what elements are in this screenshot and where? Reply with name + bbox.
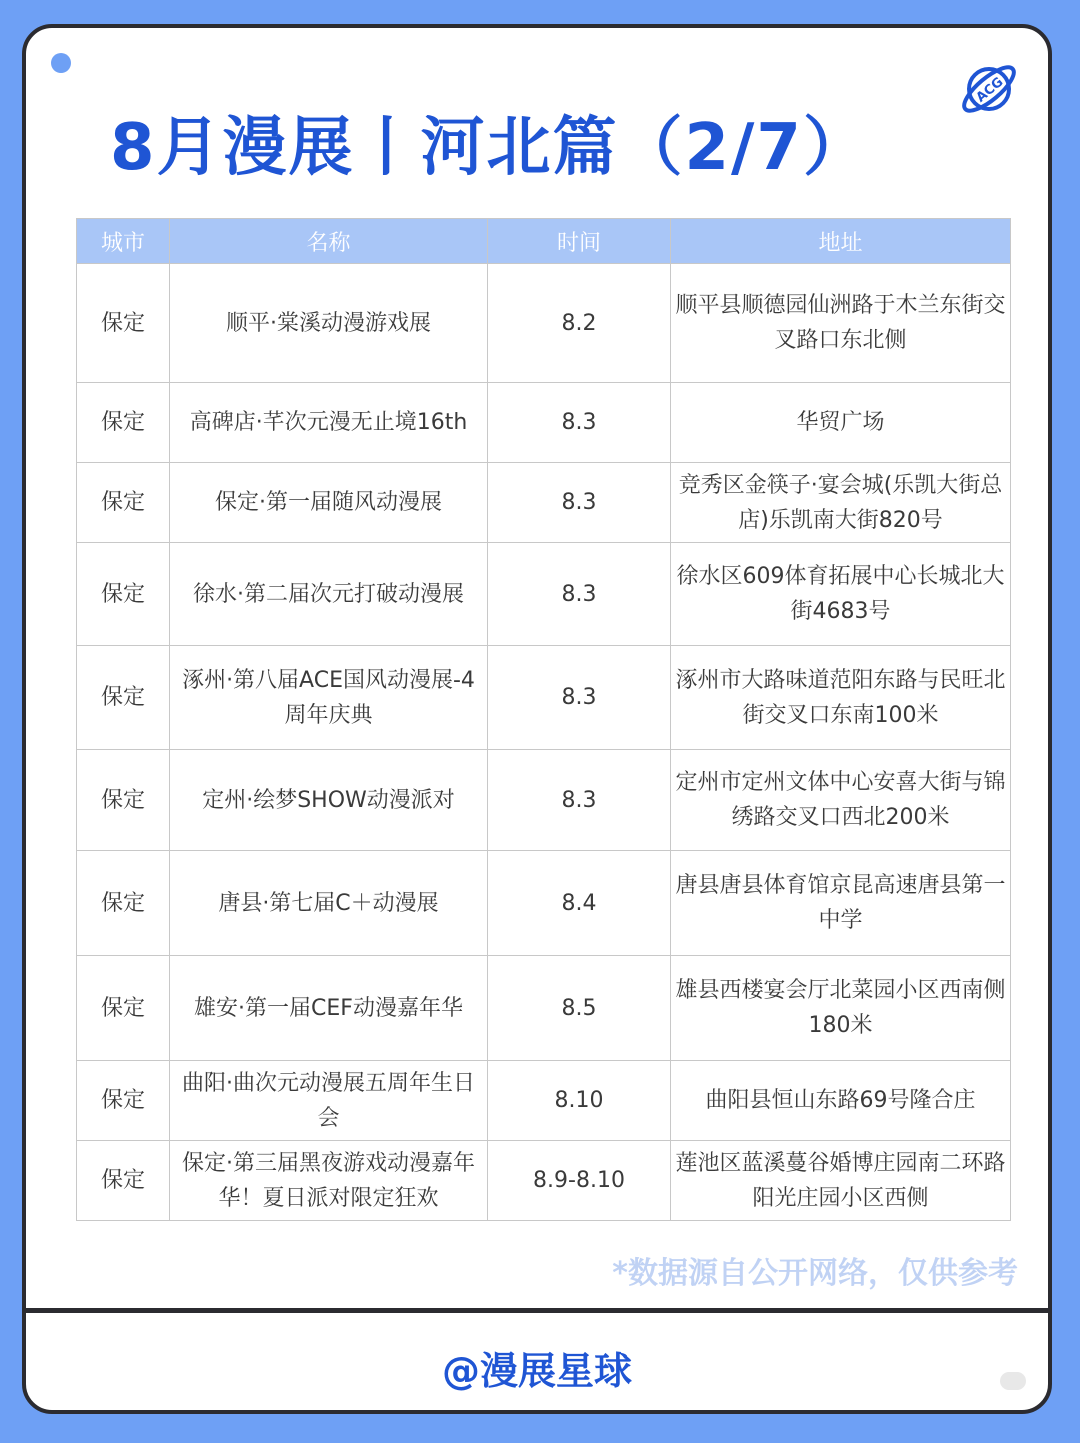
name-cell: 保定·第一届随风动漫展	[170, 463, 488, 543]
logo-text: ACG	[973, 74, 1007, 106]
table-row	[77, 646, 1011, 750]
city-cell: 保定	[77, 264, 170, 383]
date-cell: 8.10	[488, 1061, 671, 1141]
address-cell: 莲池区蓝溪蔓谷婚博庄园南二环路阳光庄园小区西侧	[671, 1141, 1011, 1221]
table-row	[77, 1061, 1011, 1141]
table-row	[77, 383, 1011, 463]
name-cell: 曲阳·曲次元动漫展五周年生日会	[170, 1061, 488, 1141]
date-cell: 8.5	[488, 956, 671, 1061]
address-cell: 徐水区609体育拓展中心长城北大街4683号	[671, 543, 1011, 646]
expo-table	[76, 218, 1011, 1221]
city-cell: 保定	[77, 646, 170, 750]
address-cell: 曲阳县恒山东路69号隆合庄	[671, 1061, 1011, 1141]
city-cell: 保定	[77, 851, 170, 956]
city-cell: 保定	[77, 383, 170, 463]
city-cell: 保定	[77, 956, 170, 1061]
address-cell: 定州市定州文体中心安喜大街与锦绣路交叉口西北200米	[671, 750, 1011, 851]
name-cell: 徐水·第二届次元打破动漫展	[170, 543, 488, 646]
acg-planet-logo-icon	[956, 56, 1022, 122]
address-cell: 雄县西楼宴会厅北菜园小区西南侧180米	[671, 956, 1011, 1061]
city-cell: 保定	[77, 543, 170, 646]
name-cell: 涿州·第八届ACE国风动漫展-4周年庆典	[170, 646, 488, 750]
city-cell: 保定	[77, 1141, 170, 1221]
table-row	[77, 1141, 1011, 1221]
column-header-address: 地址	[671, 219, 1011, 264]
column-header-date: 时间	[488, 219, 671, 264]
city-cell: 保定	[77, 750, 170, 851]
table-header-row	[77, 219, 1011, 264]
table-row	[77, 543, 1011, 646]
source-disclaimer: *数据源自公开网络，仅供参考	[612, 1256, 1018, 1291]
name-cell: 定州·绘梦SHOW动漫派对	[170, 750, 488, 851]
address-cell: 华贸广场	[671, 383, 1011, 463]
address-cell: 顺平县顺德园仙洲路于木兰东街交叉路口东北侧	[671, 264, 1011, 383]
address-cell: 竞秀区金筷子·宴会城(乐凯大街总店)乐凯南大街820号	[671, 463, 1011, 543]
date-cell: 8.3	[488, 750, 671, 851]
name-cell: 唐县·第七届C＋动漫展	[170, 851, 488, 956]
date-cell: 8.2	[488, 264, 671, 383]
footer-divider	[26, 1308, 1048, 1313]
date-cell: 8.9-8.10	[488, 1141, 671, 1221]
date-cell: 8.3	[488, 646, 671, 750]
table-row	[77, 750, 1011, 851]
name-cell: 雄安·第一届CEF动漫嘉年华	[170, 956, 488, 1061]
table-row	[77, 851, 1011, 956]
page-title: 8月漫展丨河北篇（2/7）	[110, 111, 869, 185]
table-row	[77, 463, 1011, 543]
name-cell: 保定·第三届黑夜游戏动漫嘉年华！夏日派对限定狂欢	[170, 1141, 488, 1221]
name-cell: 顺平·棠溪动漫游戏展	[170, 264, 488, 383]
table-row	[77, 956, 1011, 1061]
name-cell: 高碑店·芊次元漫无止境16th	[170, 383, 488, 463]
city-cell: 保定	[77, 1061, 170, 1141]
watermark-bubble-icon	[1000, 1372, 1026, 1390]
date-cell: 8.4	[488, 851, 671, 956]
date-cell: 8.3	[488, 463, 671, 543]
table-row	[77, 264, 1011, 383]
brand-handle: @漫展星球	[441, 1349, 632, 1393]
poster-card	[22, 24, 1052, 1414]
column-header-name: 名称	[170, 219, 488, 264]
decorative-dot	[51, 53, 71, 73]
city-cell: 保定	[77, 463, 170, 543]
address-cell: 唐县唐县体育馆京昆高速唐县第一中学	[671, 851, 1011, 956]
date-cell: 8.3	[488, 543, 671, 646]
column-header-city: 城市	[77, 219, 170, 264]
address-cell: 涿州市大路味道范阳东路与民旺北街交叉口东南100米	[671, 646, 1011, 750]
date-cell: 8.3	[488, 383, 671, 463]
